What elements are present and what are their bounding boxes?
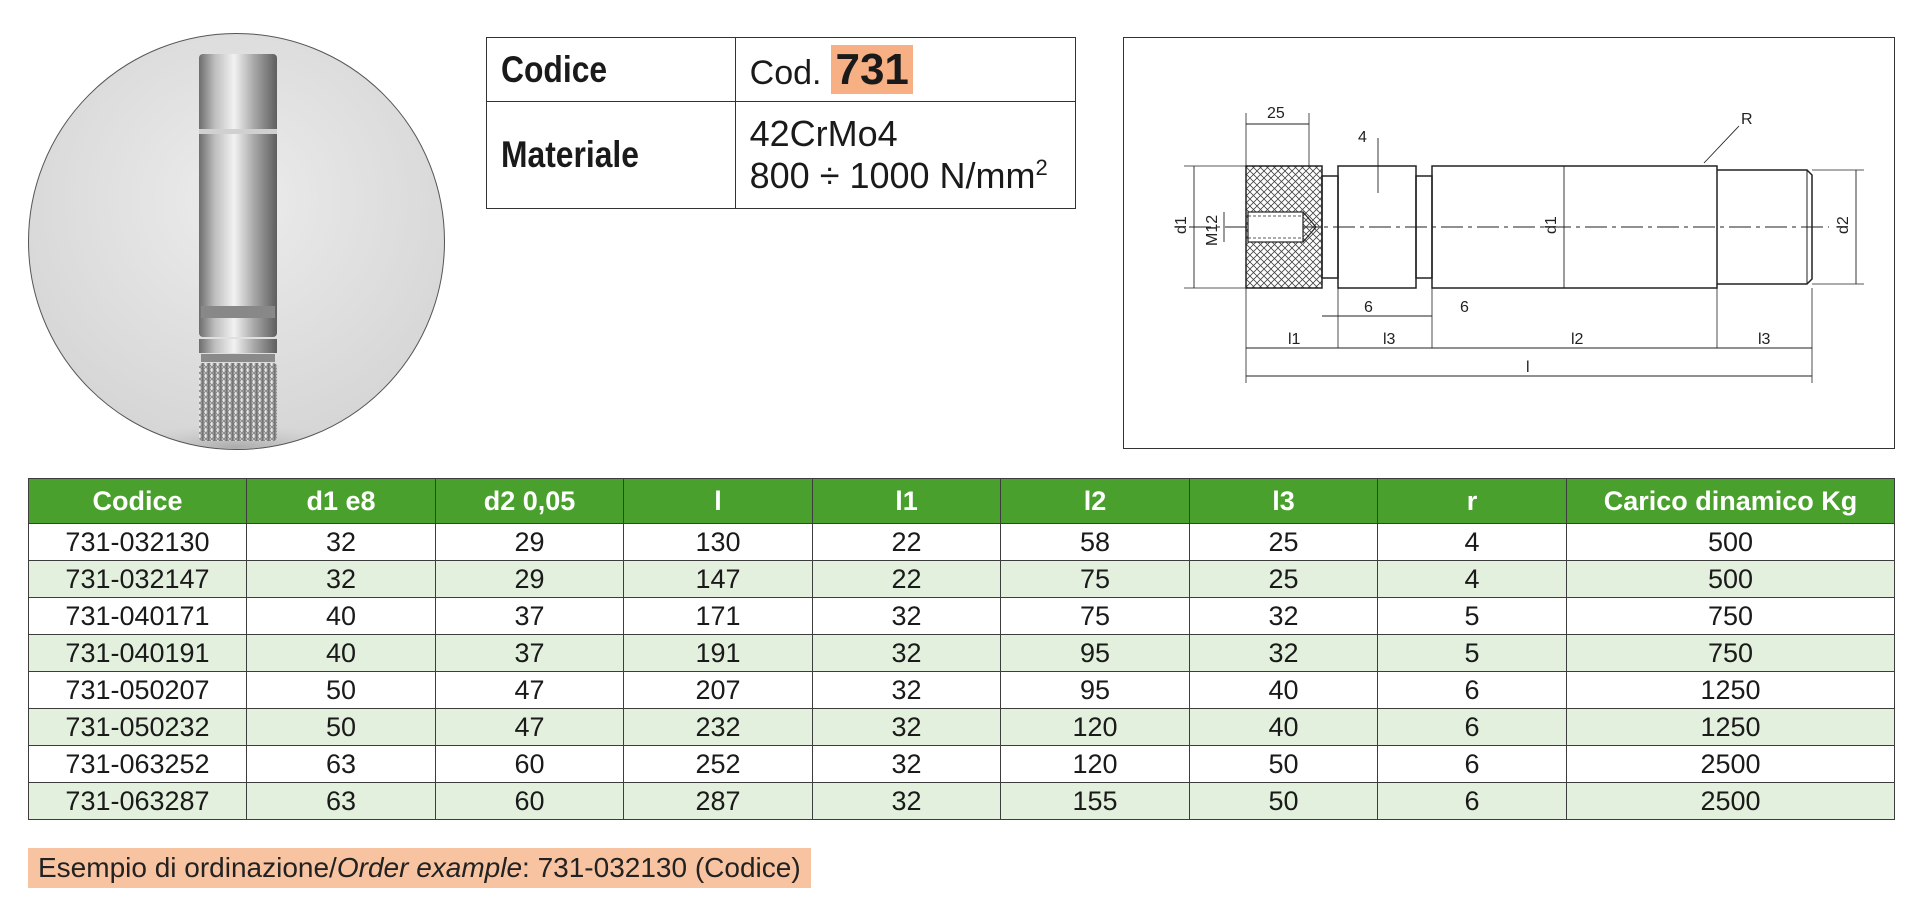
column-header: Codice xyxy=(29,479,247,524)
table-cell: 37 xyxy=(436,635,624,672)
table-cell: 155 xyxy=(1001,783,1190,820)
table-cell: 207 xyxy=(624,672,813,709)
dim-label-d2: d2 xyxy=(1835,216,1852,234)
spec-row-material xyxy=(487,102,1076,209)
table-cell: 5 xyxy=(1378,598,1567,635)
column-header: l1 xyxy=(813,479,1001,524)
table-row xyxy=(29,598,1895,635)
table-cell: 37 xyxy=(436,598,624,635)
table-cell: 29 xyxy=(436,561,624,598)
dim-label-radius: R xyxy=(1741,111,1753,128)
table-cell: 32 xyxy=(813,598,1001,635)
spec-material-label: Materiale xyxy=(501,134,639,176)
table-cell: 500 xyxy=(1567,561,1895,598)
table-cell: 1250 xyxy=(1567,672,1895,709)
table-cell: 750 xyxy=(1567,635,1895,672)
table-cell: 95 xyxy=(1001,672,1190,709)
table-cell: 731-050232 xyxy=(29,709,247,746)
table-cell: 50 xyxy=(247,672,436,709)
dim-label-l3b: l3 xyxy=(1758,331,1771,348)
table-cell: 2500 xyxy=(1567,783,1895,820)
dim-label-l3a: l3 xyxy=(1383,331,1396,348)
table-cell: 191 xyxy=(624,635,813,672)
table-header-row xyxy=(29,479,1895,524)
table-cell: 731-032147 xyxy=(29,561,247,598)
table-cell: 25 xyxy=(1190,561,1378,598)
table-cell: 32 xyxy=(1190,635,1378,672)
table-cell: 32 xyxy=(813,746,1001,783)
table-cell: 22 xyxy=(813,524,1001,561)
dim-label-4: 4 xyxy=(1358,129,1367,146)
table-cell: 120 xyxy=(1001,746,1190,783)
table-cell: 731-040191 xyxy=(29,635,247,672)
table-cell: 32 xyxy=(813,635,1001,672)
table-cell: 4 xyxy=(1378,524,1567,561)
table-cell: 50 xyxy=(247,709,436,746)
table-row xyxy=(29,524,1895,561)
table-cell: 75 xyxy=(1001,561,1190,598)
table-cell: 40 xyxy=(247,598,436,635)
table-cell: 47 xyxy=(436,672,624,709)
order-example-suffix: : 731-032130 (Codice) xyxy=(522,852,801,883)
column-header: Carico dinamico Kg xyxy=(1567,479,1895,524)
table-row xyxy=(29,672,1895,709)
table-cell: 29 xyxy=(436,524,624,561)
dim-label-gap6b: 6 xyxy=(1460,299,1469,316)
table-cell: 6 xyxy=(1378,783,1567,820)
table-cell: 731-050207 xyxy=(29,672,247,709)
dim-label-l: l xyxy=(1526,359,1530,376)
dim-label-l2: l2 xyxy=(1571,331,1584,348)
column-header: d1 e8 xyxy=(247,479,436,524)
product-photo xyxy=(28,33,445,450)
table-cell: 75 xyxy=(1001,598,1190,635)
table-cell: 6 xyxy=(1378,709,1567,746)
dim-label-l1: l1 xyxy=(1288,331,1301,348)
table-cell: 63 xyxy=(247,746,436,783)
table-cell: 22 xyxy=(813,561,1001,598)
spec-material-label-cell xyxy=(487,102,736,209)
column-header: d2 0,05 xyxy=(436,479,624,524)
table-cell: 47 xyxy=(436,709,624,746)
order-example xyxy=(28,848,811,888)
table-cell: 252 xyxy=(624,746,813,783)
table-cell: 50 xyxy=(1190,783,1378,820)
dim-label-25: 25 xyxy=(1267,105,1285,122)
table-cell: 1250 xyxy=(1567,709,1895,746)
dimensions-table xyxy=(28,478,1895,820)
table-cell: 130 xyxy=(624,524,813,561)
table-cell: 731-032130 xyxy=(29,524,247,561)
spec-material-strength-line xyxy=(750,155,1061,197)
table-cell: 120 xyxy=(1001,709,1190,746)
table-cell: 32 xyxy=(1190,598,1378,635)
table-cell: 50 xyxy=(1190,746,1378,783)
table-cell: 232 xyxy=(624,709,813,746)
technical-drawing xyxy=(1123,37,1895,449)
table-cell: 58 xyxy=(1001,524,1190,561)
table-cell: 60 xyxy=(436,783,624,820)
spec-material-value-cell xyxy=(735,102,1075,209)
dim-label-gap6a: 6 xyxy=(1364,299,1373,316)
table-cell: 40 xyxy=(247,635,436,672)
spec-material-strength: 800 ÷ 1000 N/mm xyxy=(749,155,1036,197)
dim-label-thread: M12 xyxy=(1204,214,1221,246)
table-cell: 32 xyxy=(813,709,1001,746)
table-cell: 5 xyxy=(1378,635,1567,672)
table-cell: 6 xyxy=(1378,672,1567,709)
spec-code-prefix: Cod. xyxy=(749,53,822,92)
table-cell: 6 xyxy=(1378,746,1567,783)
table-cell: 32 xyxy=(247,561,436,598)
order-example-prefix: Esempio di ordinazione/ xyxy=(38,852,337,883)
spec-table xyxy=(486,37,1076,209)
table-cell: 32 xyxy=(813,783,1001,820)
drawing-svg xyxy=(1124,38,1896,450)
column-header: l3 xyxy=(1190,479,1378,524)
table-cell: 287 xyxy=(624,783,813,820)
table-cell: 32 xyxy=(813,672,1001,709)
column-header: r xyxy=(1378,479,1567,524)
table-cell: 147 xyxy=(624,561,813,598)
column-header: l xyxy=(624,479,813,524)
spec-material-name: 42CrMo4 xyxy=(749,113,898,155)
spec-code-value-cell xyxy=(735,38,1075,102)
table-cell: 2500 xyxy=(1567,746,1895,783)
table-row xyxy=(29,561,1895,598)
spec-code-label-cell xyxy=(487,38,736,102)
order-example-italic: Order example xyxy=(336,852,523,883)
table-cell: 40 xyxy=(1190,672,1378,709)
table-cell: 4 xyxy=(1378,561,1567,598)
table-cell: 63 xyxy=(247,783,436,820)
table-row xyxy=(29,783,1895,820)
table-cell: 32 xyxy=(247,524,436,561)
dim-label-d1-left: d1 xyxy=(1173,216,1190,234)
table-row xyxy=(29,635,1895,672)
spec-code-number: 731 xyxy=(831,45,912,94)
dim-label-d1-mid: d1 xyxy=(1543,216,1560,234)
guide-pillar-image xyxy=(29,34,444,449)
table-cell: 731-040171 xyxy=(29,598,247,635)
table-row xyxy=(29,746,1895,783)
table-body xyxy=(29,524,1895,820)
table-cell: 171 xyxy=(624,598,813,635)
spec-code-label: Codice xyxy=(501,48,608,90)
spec-row-code xyxy=(487,38,1076,102)
spec-material-strength-sup: 2 xyxy=(1035,155,1048,181)
table-cell: 95 xyxy=(1001,635,1190,672)
table-cell: 25 xyxy=(1190,524,1378,561)
column-header: l2 xyxy=(1001,479,1190,524)
table-cell: 500 xyxy=(1567,524,1895,561)
table-cell: 60 xyxy=(436,746,624,783)
table-cell: 731-063287 xyxy=(29,783,247,820)
table-cell: 750 xyxy=(1567,598,1895,635)
table-cell: 731-063252 xyxy=(29,746,247,783)
table-cell: 40 xyxy=(1190,709,1378,746)
table-row xyxy=(29,709,1895,746)
